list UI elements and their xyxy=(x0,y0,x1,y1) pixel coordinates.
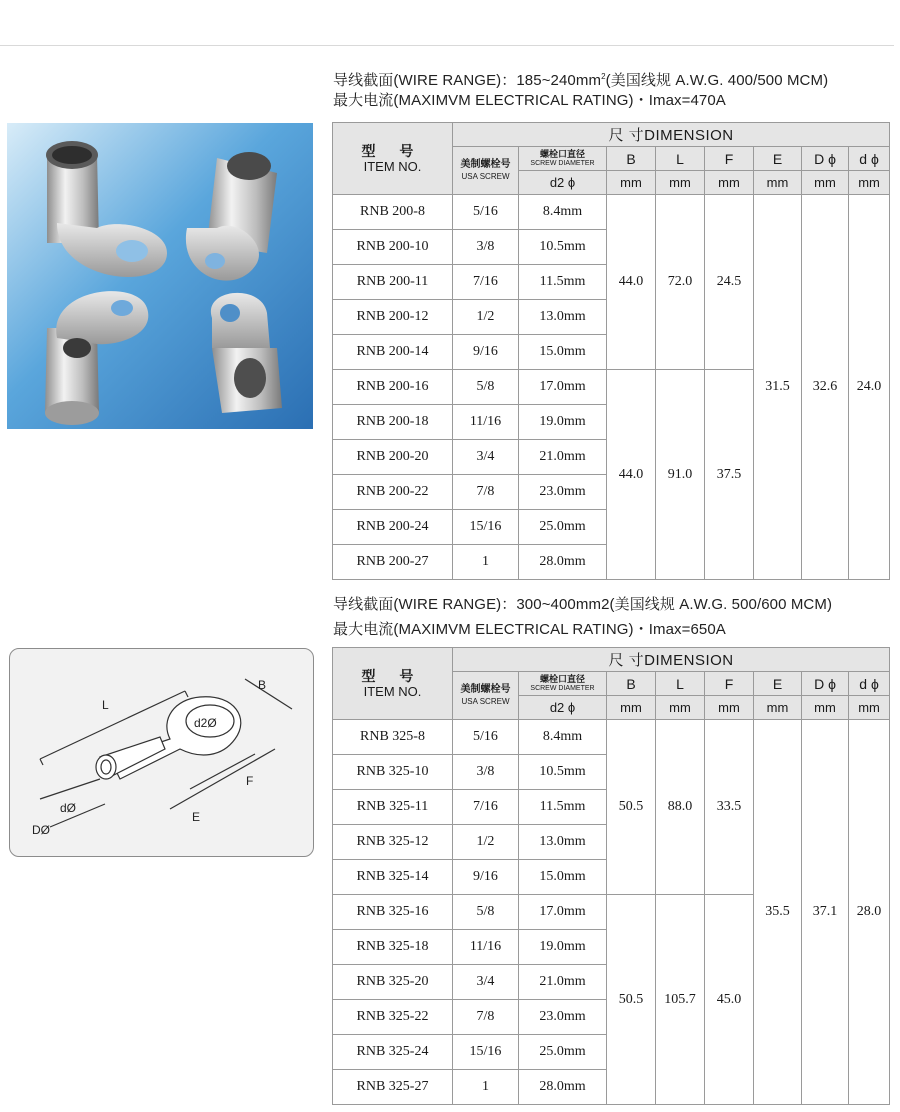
section1-spec-table xyxy=(332,122,890,580)
usa-screw: 5/16 xyxy=(453,720,519,755)
usa-screw: 1 xyxy=(453,1070,519,1105)
unit-L: mm xyxy=(656,696,705,720)
group2-L: 105.7 xyxy=(656,895,705,1105)
screw-diameter: 17.0mm xyxy=(519,895,607,930)
col-E-header: E xyxy=(754,147,802,171)
table-row xyxy=(333,720,890,755)
screw-diameter: 11.5mm xyxy=(519,790,607,825)
group2-B: 50.5 xyxy=(607,895,656,1105)
item-no: RNB 325-18 xyxy=(333,930,453,965)
screw-diameter: 28.0mm xyxy=(519,545,607,580)
usa-screw: 7/8 xyxy=(453,475,519,510)
label-D: DØ xyxy=(32,823,50,837)
common-d: 24.0 xyxy=(849,195,890,580)
item-no: RNB 325-22 xyxy=(333,1000,453,1035)
usa-screw: 9/16 xyxy=(453,860,519,895)
dimension-header: 尺 寸DIMENSION xyxy=(453,648,890,672)
col-F-header: F xyxy=(705,147,754,171)
screw-diameter: 23.0mm xyxy=(519,475,607,510)
usa-screw: 1 xyxy=(453,545,519,580)
group1-B: 44.0 xyxy=(607,195,656,370)
col-d-header: d ϕ xyxy=(849,147,890,171)
dimension-header: 尺 寸DIMENSION xyxy=(453,123,890,147)
unit-L: mm xyxy=(656,171,705,195)
item-no: RNB 200-11 xyxy=(333,265,453,300)
screw-diameter: 13.0mm xyxy=(519,300,607,335)
item-no-header: 型 号 ITEM NO. xyxy=(333,648,453,720)
usa-screw: 7/16 xyxy=(453,265,519,300)
common-E: 35.5 xyxy=(754,720,802,1105)
usa-screw: 5/8 xyxy=(453,895,519,930)
item-no: RNB 200-24 xyxy=(333,510,453,545)
usa-screw-header: 美制螺栓号 USA SCREW xyxy=(453,147,519,195)
unit-d: mm xyxy=(849,171,890,195)
screw-diameter: 13.0mm xyxy=(519,825,607,860)
group2-L: 91.0 xyxy=(656,370,705,580)
item-no: RNB 325-10 xyxy=(333,755,453,790)
item-no: RNB 325-27 xyxy=(333,1070,453,1105)
usa-screw: 3/4 xyxy=(453,440,519,475)
section2-heading-rating: 最大电流(MAXIMVM ELECTRICAL RATING)・Imax=650A xyxy=(333,621,726,638)
group2-F: 37.5 xyxy=(705,370,754,580)
col-D-header: D ϕ xyxy=(802,672,849,696)
unit-D: mm xyxy=(802,696,849,720)
screw-diameter: 8.4mm xyxy=(519,195,607,230)
screw-diameter: 15.0mm xyxy=(519,335,607,370)
top-divider xyxy=(0,45,894,46)
common-d: 28.0 xyxy=(849,720,890,1105)
common-E: 31.5 xyxy=(754,195,802,580)
item-no: RNB 325-16 xyxy=(333,895,453,930)
col-L-header: L xyxy=(656,672,705,696)
item-no: RNB 200-20 xyxy=(333,440,453,475)
group1-B: 50.5 xyxy=(607,720,656,895)
screw-diameter: 10.5mm xyxy=(519,230,607,265)
screw-diameter: 11.5mm xyxy=(519,265,607,300)
common-D: 32.6 xyxy=(802,195,849,580)
item-no: RNB 325-8 xyxy=(333,720,453,755)
group1-F: 24.5 xyxy=(705,195,754,370)
col-L-header: L xyxy=(656,147,705,171)
item-no: RNB 325-11 xyxy=(333,790,453,825)
label-F: F xyxy=(246,774,254,788)
screw-diameter: 17.0mm xyxy=(519,370,607,405)
item-no: RNB 200-27 xyxy=(333,545,453,580)
section1-heading-wire-range: 导线截面(WIRE RANGE)：$185\sim 240mm^2$(美国线规 A.W.G. 400/500 MCM) xyxy=(333,72,829,89)
col-D-header: D ϕ xyxy=(802,147,849,171)
col-E-header: E xyxy=(754,672,802,696)
item-no: RNB 200-16 xyxy=(333,370,453,405)
screw-diameter: 25.0mm xyxy=(519,1035,607,1070)
dimension-diagram xyxy=(9,648,314,857)
item-no: RNB 325-14 xyxy=(333,860,453,895)
usa-screw-header: 美制螺栓号 USA SCREW xyxy=(453,672,519,720)
col-B-header: B xyxy=(607,147,656,171)
label-B: B xyxy=(258,678,267,692)
screw-diameter: 25.0mm xyxy=(519,510,607,545)
table-row xyxy=(333,195,890,230)
unit-B: mm xyxy=(607,171,656,195)
screw-diameter: 10.5mm xyxy=(519,755,607,790)
usa-screw: 3/8 xyxy=(453,230,519,265)
screw-diameter: 23.0mm xyxy=(519,1000,607,1035)
usa-screw: 1/2 xyxy=(453,825,519,860)
screw-diameter: 21.0mm xyxy=(519,440,607,475)
usa-screw: 15/16 xyxy=(453,1035,519,1070)
section1-heading-rating: 最大电流(MAXIMVM ELECTRICAL RATING)・Imax=470A xyxy=(333,92,726,109)
usa-screw: 15/16 xyxy=(453,510,519,545)
unit-E: mm xyxy=(754,696,802,720)
screw-diameter: 28.0mm xyxy=(519,1070,607,1105)
item-no: RNB 325-24 xyxy=(333,1035,453,1070)
unit-F: mm xyxy=(705,171,754,195)
screw-diameter-header: 螺栓口直径 SCREW DIAMETER xyxy=(519,147,607,171)
unit-d: mm xyxy=(849,696,890,720)
usa-screw: 11/16 xyxy=(453,930,519,965)
section2-heading-wire-range: 导线截面(WIRE RANGE)：300~400mm2(美国线规 A.W.G. 500/600 MCM) xyxy=(333,596,833,613)
screw-diameter-header: 螺栓口直径 SCREW DIAMETER xyxy=(519,672,607,696)
screw-diameter: 15.0mm xyxy=(519,860,607,895)
usa-screw: 11/16 xyxy=(453,405,519,440)
d2-header: d2 ϕ xyxy=(519,696,607,720)
item-no: RNB 200-12 xyxy=(333,300,453,335)
group1-F: 33.5 xyxy=(705,720,754,895)
item-no: RNB 200-14 xyxy=(333,335,453,370)
item-no: RNB 200-8 xyxy=(333,195,453,230)
label-d: dØ xyxy=(60,801,77,815)
usa-screw: 5/8 xyxy=(453,370,519,405)
usa-screw: 9/16 xyxy=(453,335,519,370)
label-E: E xyxy=(192,810,201,824)
usa-screw: 7/8 xyxy=(453,1000,519,1035)
screw-diameter: 19.0mm xyxy=(519,405,607,440)
col-B-header: B xyxy=(607,672,656,696)
col-d-header: d ϕ xyxy=(849,672,890,696)
product-photo xyxy=(7,123,313,429)
unit-B: mm xyxy=(607,696,656,720)
screw-diameter: 8.4mm xyxy=(519,720,607,755)
unit-E: mm xyxy=(754,171,802,195)
screw-diameter: 21.0mm xyxy=(519,965,607,1000)
usa-screw: 5/16 xyxy=(453,195,519,230)
item-no: RNB 325-20 xyxy=(333,965,453,1000)
group2-B: 44.0 xyxy=(607,370,656,580)
item-no: RNB 200-10 xyxy=(333,230,453,265)
usa-screw: 7/16 xyxy=(453,790,519,825)
common-D: 37.1 xyxy=(802,720,849,1105)
d2-header: d2 ϕ xyxy=(519,171,607,195)
usa-screw: 1/2 xyxy=(453,300,519,335)
label-L: L xyxy=(102,698,109,712)
screw-diameter: 19.0mm xyxy=(519,930,607,965)
unit-F: mm xyxy=(705,696,754,720)
item-no: RNB 200-22 xyxy=(333,475,453,510)
group2-F: 45.0 xyxy=(705,895,754,1105)
usa-screw: 3/4 xyxy=(453,965,519,1000)
usa-screw: 3/8 xyxy=(453,755,519,790)
label-d2: d2Ø xyxy=(194,716,217,730)
item-no: RNB 200-18 xyxy=(333,405,453,440)
group1-L: 72.0 xyxy=(656,195,705,370)
col-F-header: F xyxy=(705,672,754,696)
item-no-header: 型 号 ITEM NO. xyxy=(333,123,453,195)
group1-L: 88.0 xyxy=(656,720,705,895)
unit-D: mm xyxy=(802,171,849,195)
item-no: RNB 325-12 xyxy=(333,825,453,860)
section2-spec-table xyxy=(332,647,890,1105)
